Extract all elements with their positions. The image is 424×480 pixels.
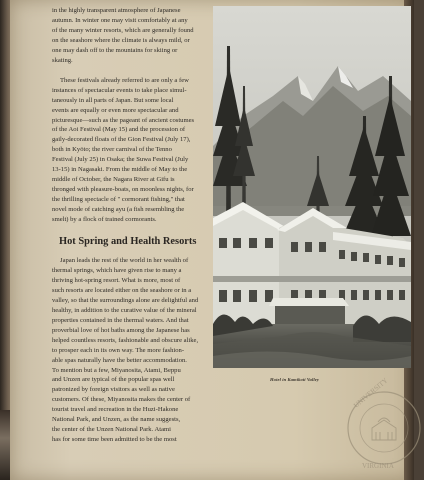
text-line: thriving hot-spring resort. What is more, most of: [52, 276, 181, 284]
text-line: and Unzen are typical of the popular spas well: [52, 376, 175, 384]
text-line: customers. Of these, Miyanosita makes the center of: [52, 396, 191, 404]
text-line: taneously in all parts of Japan. But some local: [52, 96, 174, 104]
text-line: novel mode of catching ayu (a fish resembling the: [52, 206, 185, 214]
text-line: tourist travel and recreation in the Huzi-Hakone: [52, 406, 179, 414]
text-line: the thrilling spectacle of " cormorant fishing," that: [52, 196, 185, 204]
text-line: on the seashore where the climate is always mild, or: [52, 36, 190, 44]
text-line: To mention but a few, Miyanosita, Atami, Beppu: [52, 366, 181, 374]
text-column: [52, 6, 208, 445]
intro-paragraph: [52, 6, 208, 66]
text-line: properties contained in the thermal waters. And that: [52, 316, 189, 324]
text-line: in the highly transparent atmosphere of Japanese: [52, 7, 181, 14]
text-line: thermal springs, which have given rise to many a: [52, 266, 182, 274]
text-line: helped countless resorts, fashionable and obscure alike,: [52, 336, 199, 344]
svg-text:VIRGINIA: VIRGINIA: [362, 462, 394, 470]
hotel-photo: [213, 6, 411, 368]
text-line: These festivals already referred to are only a few: [60, 76, 189, 84]
text-line: both in Kyōto; the river carnival of the Tenno: [52, 146, 172, 154]
text-line: Japan leads the rest of the world in her wealth of: [60, 257, 189, 265]
text-line: autumn. In winter one may visit comfortably at any: [52, 16, 188, 24]
text-line: National Park, and Unzen, as the name suggests,: [52, 416, 181, 424]
text-line: instances of spectacular events to take place simul-: [52, 86, 187, 94]
adjacent-page-photo-strip: [0, 410, 10, 480]
text-line: events are equally or even more spectacular and: [52, 106, 179, 114]
text-line: picturesque—such as the pageant of ancient costumes: [52, 116, 195, 124]
festival-paragraph: [52, 76, 208, 225]
text-line: of the many winter resorts, which are generally found: [52, 26, 194, 34]
spa-paragraph: [52, 256, 208, 445]
text-line: proverbial love of hot baths among the Japanese has: [52, 326, 190, 334]
text-line: has for some time been admitted to be the most: [52, 436, 177, 444]
photo-caption: Hotel in Kamikoti Valley: [270, 377, 319, 382]
university-seal-watermark: [338, 374, 422, 474]
text-line: valley, so that the surroundings alone are delightful and: [52, 296, 199, 304]
svg-text:UNIVERSITY: UNIVERSITY: [352, 376, 390, 410]
text-line: patronized by foreign visitors as well as native: [52, 386, 175, 394]
text-line: one may dash off to the mountains for skiing or: [52, 46, 178, 54]
text-line: smelt) by a flock of trained cormorants.: [52, 216, 157, 224]
text-line: gaily-decorated floats of the Gion Festival (July 17),: [52, 136, 191, 144]
text-line: such resorts are located either on the seashore or in a: [52, 286, 192, 294]
text-line: to prosper each in its own way. The more fashion-: [52, 346, 185, 354]
text-line: of the Aoi Festival (May 15) and the procession of: [52, 126, 186, 134]
text-line: skating.: [52, 56, 73, 64]
text-line: able spas naturally have the better accommodation.: [52, 356, 187, 364]
text-line: middle of October, the Nagara River at Gifu is: [52, 176, 175, 184]
text-line: 13-15) in Nagasaki. From the middle of May to the: [52, 166, 188, 174]
text-line: healthy, in addition to the curative value of the mineral: [52, 306, 197, 314]
text-line: the center of the Unzen National Park. Atami: [52, 426, 172, 434]
text-line: thronged with pleasure-boats, on moonless nights, for: [52, 186, 194, 194]
text-line: Festival (July 25) in Osaka; the Suwa Festival (July: [52, 156, 189, 164]
section-heading: Hot Spring and Health Resorts: [59, 236, 197, 248]
